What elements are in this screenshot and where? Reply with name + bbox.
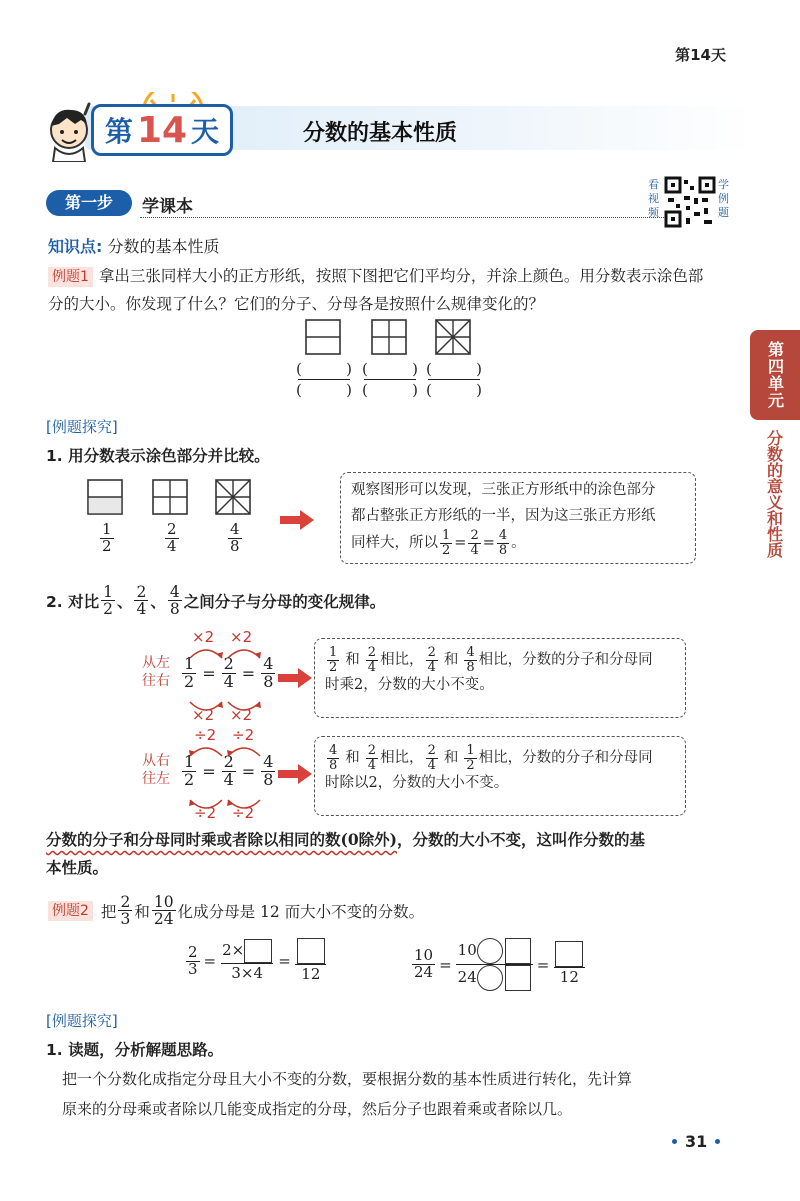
left-to-right-label: 从左 往右 <box>142 655 170 689</box>
cartoon-boy-icon <box>45 102 95 162</box>
multiply-explanation-box: $\frac{1}{2}$ 和 $\frac{2}{4}$ 相比， $\frac{2}{4}$ 和 $\frac{4}{8}$ 相比，分数的分子和分母同 时乘2，分数的大小不变。 <box>314 638 686 718</box>
explore2-question1: 1. 读题，分析解题思路。 <box>46 1041 224 1059</box>
bullet-dot-icon <box>715 1139 720 1144</box>
shaded-square-2 <box>153 480 187 514</box>
operator-circle[interactable] <box>477 938 503 964</box>
div-label-3: ÷2 <box>194 804 217 822</box>
times-label-4: ×2 <box>230 706 253 724</box>
square-quarters <box>372 320 406 354</box>
explore2-paragraph: 把一个分数化成指定分母且大小不变的分数，要根据分数的基本性质进行转化，先计算 原来的分母乘或者除以几能变成指定的分母，然后分子也跟着乘或者除以几。 <box>62 1070 633 1118</box>
side-tab-unit: 第四单元 <box>750 330 800 420</box>
explore-label-1: [例题探究] <box>46 418 118 436</box>
red-arrow-icon <box>278 764 312 784</box>
page-header-day: 第14天 <box>675 46 726 64</box>
page-title: 分数的基本性质 <box>303 121 458 146</box>
explore-label-2: [例题探究] <box>46 1012 118 1030</box>
conclusion-text: 分数的分子和分母同时乘或者除以相同的数(0除外)，分数的大小不变，这叫作分数的基 本性质。 <box>46 830 645 877</box>
side-tab[interactable] <box>746 330 800 580</box>
qr-left-label: 看视频 <box>648 178 659 219</box>
red-arrow-icon <box>280 510 314 530</box>
multiply-equation: $\frac{1}{2}$ = $\frac{2}{4}$ = $\frac{4}{8}$ <box>184 654 274 691</box>
example1-squares <box>296 318 486 358</box>
explore1-question2: 2. 对比 $\frac{1}{2}$ 、 $\frac{2}{4}$ 、 $\frac{4}{8}$ 之间分子与分母的变化规律。 <box>46 583 386 619</box>
step-badge: 第一步 <box>46 190 132 216</box>
step-divider <box>140 217 710 218</box>
operator-circle[interactable] <box>477 965 503 991</box>
step-title: 学课本 <box>142 197 193 217</box>
answer-box[interactable] <box>244 939 272 963</box>
times-label-3: ×2 <box>192 706 215 724</box>
times-label-2: ×2 <box>230 628 253 646</box>
answer-box[interactable] <box>505 965 531 991</box>
example1-text: 例题1 拿出三张同样大小的正方形纸，按照下图把它们平均分，并涂上颜色。用分数表示涂色部 分的大小。你发现了什么？它们的分子、分母各是按照什么规律变化的？ <box>48 267 704 313</box>
div-label-4: ÷2 <box>232 804 255 822</box>
answer-box[interactable] <box>555 941 583 967</box>
example1-tag: 例题1 <box>48 267 93 287</box>
observation-box: 观察图形可以发现，三张正方形纸中的涂色部分 都占整张正方形纸的一半，因为这三张正方形纸 同样大，所以 $\frac{1}{2}$ = $\frac{2}{4}$ = $\frac{4}{8}$ 。 <box>340 472 696 564</box>
side-tab-title: 分数的意义和性质 <box>764 430 784 558</box>
title-banner <box>45 92 760 162</box>
answer-box[interactable] <box>505 938 531 964</box>
shaded-square-3 <box>216 480 250 514</box>
example2-equation-1: $\frac{2}{3}$ = $\frac{2\times}{3\times 4}$ = 12 <box>184 938 329 985</box>
div-label-1: ÷2 <box>194 726 217 744</box>
step-header <box>46 188 726 218</box>
explore1-question1: 1. 用分数表示涂色部分并比较。 <box>46 447 270 465</box>
blank-fraction-1: ( ) ( ) <box>296 360 352 399</box>
fraction-2-4: $\frac{2}{4}$ <box>167 520 177 555</box>
example2-tag: 例题2 <box>48 901 93 921</box>
qr-right-label: 学例题 <box>718 178 729 219</box>
fraction-4-8: $\frac{4}{8}$ <box>230 520 240 555</box>
qr-code-icon[interactable] <box>664 176 716 228</box>
answer-box[interactable] <box>297 938 325 964</box>
divide-explanation-box: $\frac{4}{8}$ 和 $\frac{2}{4}$ 相比， $\frac{2}{4}$ 和 $\frac{1}{2}$ 相比，分数的分子和分母同 时除以2，分数的大小不变。 <box>314 736 686 816</box>
example2-text: 例题2 把 $\frac{2}{3}$ 和 $\frac{10}{24}$ 化成分母是 12 而大小不变的分数。 <box>48 894 424 928</box>
square-eighths <box>436 320 470 354</box>
right-to-left-label: 从右 往左 <box>142 753 170 787</box>
bullet-dot-icon <box>672 1139 677 1144</box>
div-label-2: ÷2 <box>232 726 255 744</box>
day-badge: 第 14 天 <box>91 104 233 156</box>
shaded-square-1 <box>88 480 122 514</box>
knowledge-point: 知识点: 分数的基本性质 <box>48 237 220 256</box>
shaded-squares <box>80 476 260 520</box>
divide-equation: $\frac{1}{2}$ = $\frac{2}{4}$ = $\frac{4}{8}$ <box>184 752 274 789</box>
times-label-1: ×2 <box>192 628 215 646</box>
page-number: 31 <box>672 1132 720 1151</box>
example2-equation-2: $\frac{10}{24}$ = $\frac{10}{24}$ = 12 <box>410 938 587 991</box>
red-arrow-icon <box>278 668 312 688</box>
blank-fraction-3: ( ) ( ) <box>426 360 482 399</box>
square-halves <box>306 320 340 354</box>
blank-fraction-2: ( ) ( ) <box>362 360 418 399</box>
fraction-1-2: $\frac{1}{2}$ <box>102 520 112 555</box>
